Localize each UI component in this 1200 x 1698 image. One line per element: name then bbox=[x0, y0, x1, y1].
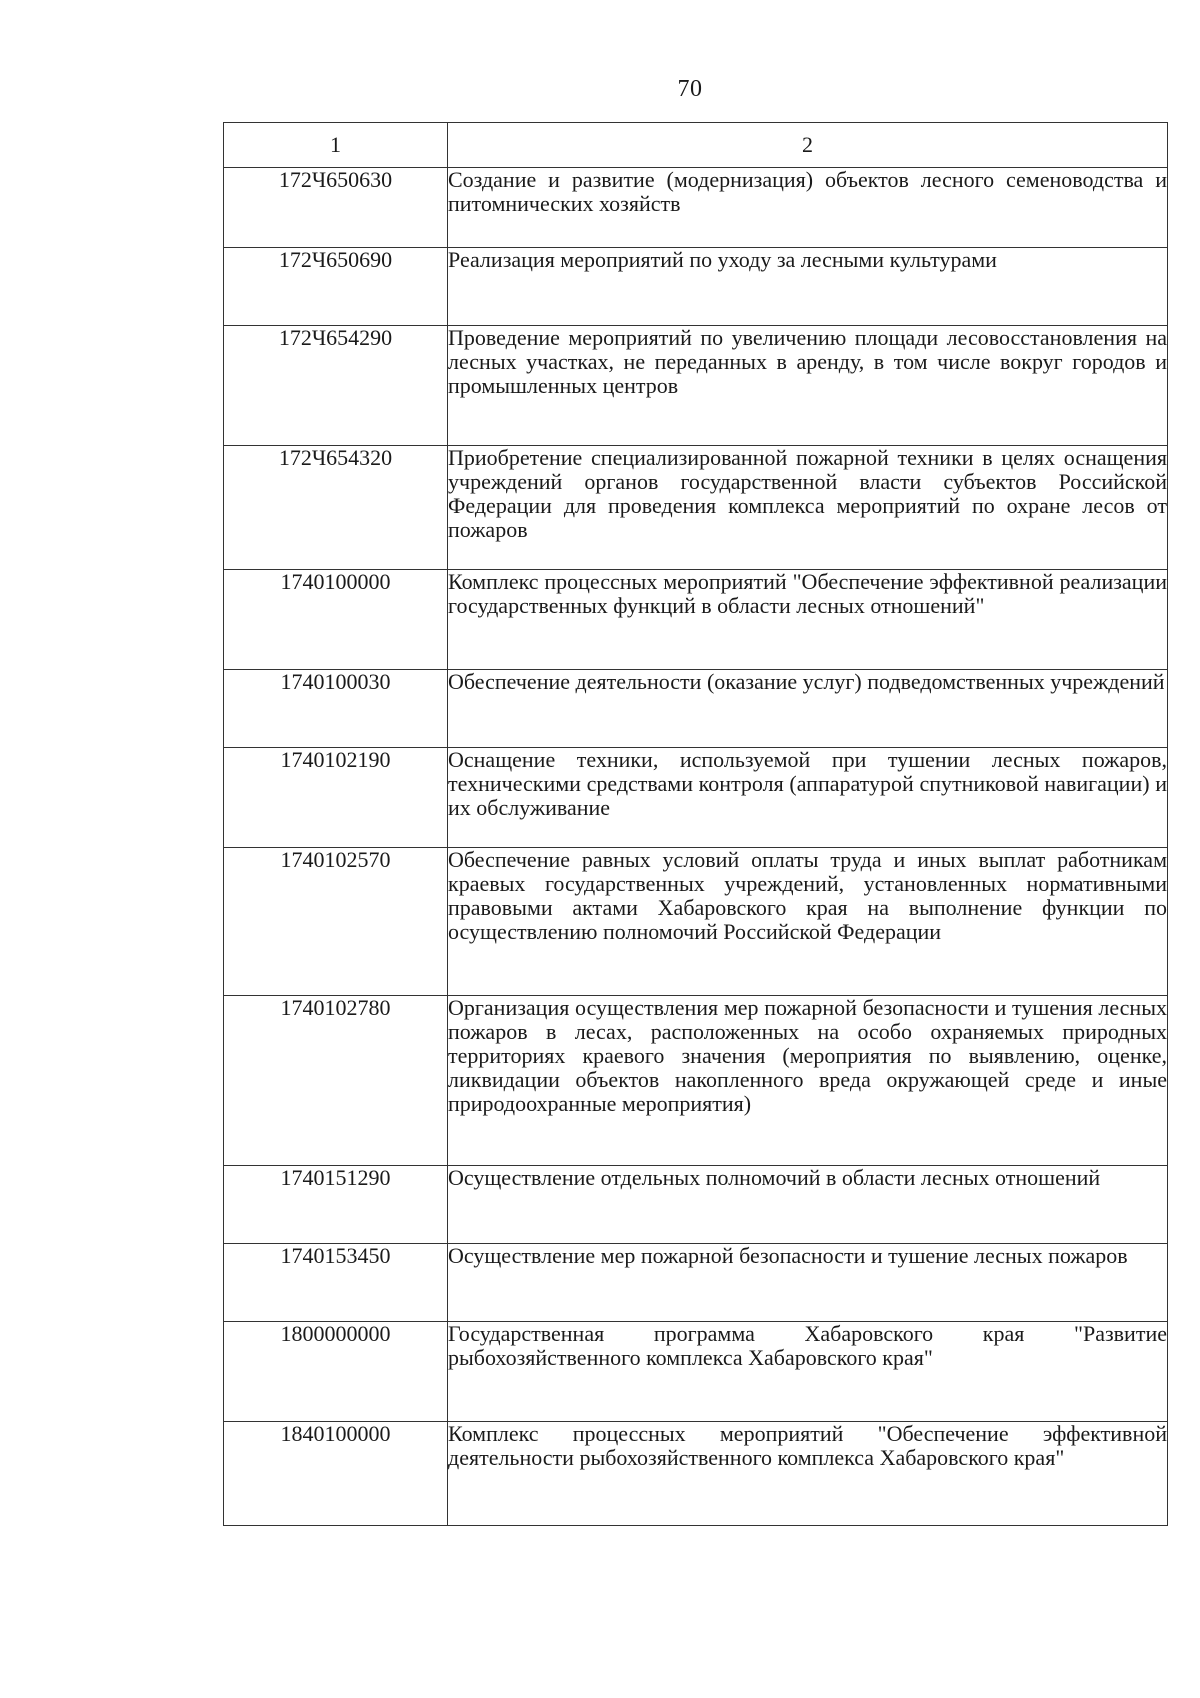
row-code: 1800000000 bbox=[224, 1322, 448, 1422]
row-code: 1740100030 bbox=[224, 670, 448, 748]
row-description: Приобретение специализированной пожарной техники в целях оснащения учреждений органов государственной власти субъектов Российской Федерации для проведения комплекса мероприятий по охране лесов от пожаров bbox=[448, 446, 1168, 570]
row-code: 1740153450 bbox=[224, 1244, 448, 1322]
table-row bbox=[224, 1322, 1168, 1422]
table-row bbox=[224, 670, 1168, 748]
column-header-code: 1 bbox=[224, 123, 448, 168]
table-row bbox=[224, 848, 1168, 996]
table-row bbox=[224, 1422, 1168, 1526]
table-row bbox=[224, 168, 1168, 248]
row-code: 172Ч654290 bbox=[224, 326, 448, 446]
table-row bbox=[224, 748, 1168, 848]
row-code: 1740102570 bbox=[224, 848, 448, 996]
row-description: Комплекс процессных мероприятий "Обеспечение эффективной деятельности рыбохозяйственного комплекса Хабаровского края" bbox=[448, 1422, 1168, 1526]
row-code: 172Ч650630 bbox=[224, 168, 448, 248]
row-description: Обеспечение деятельности (оказание услуг) подведомственных учреждений bbox=[448, 670, 1168, 748]
row-description: Оснащение техники, используемой при тушении лесных пожаров, техническими средствами контроля (аппаратурой спутниковой навигации) и их обслуживание bbox=[448, 748, 1168, 848]
row-code: 1740151290 bbox=[224, 1166, 448, 1244]
row-description: Государственная программа Хабаровского края "Развитие рыбохозяйственного комплекса Хабаровского края" bbox=[448, 1322, 1168, 1422]
row-description: Проведение мероприятий по увеличению площади лесовосстановления на лесных участках, не переданных в аренду, в том числе вокруг городов и промышленных центров bbox=[448, 326, 1168, 446]
row-code: 1740100000 bbox=[224, 570, 448, 670]
row-code: 1740102190 bbox=[224, 748, 448, 848]
row-description: Реализация мероприятий по уходу за лесными культурами bbox=[448, 248, 1168, 326]
row-description: Осуществление мер пожарной безопасности и тушение лесных пожаров bbox=[448, 1244, 1168, 1322]
row-description: Осуществление отдельных полномочий в области лесных отношений bbox=[448, 1166, 1168, 1244]
table-row bbox=[224, 570, 1168, 670]
table-row bbox=[224, 446, 1168, 570]
row-description: Организация осуществления мер пожарной безопасности и тушения лесных пожаров в лесах, расположенных на особо охраняемых природных территориях краевого значения (мероприятия по выявлению, оценке, ликвидации объектов накопленного вреда окружающей среде и иные природоохранные мероприятия) bbox=[448, 996, 1168, 1166]
column-header-description: 2 bbox=[448, 123, 1168, 168]
table-row bbox=[224, 1166, 1168, 1244]
table-row bbox=[224, 248, 1168, 326]
row-code: 172Ч650690 bbox=[224, 248, 448, 326]
row-code: 172Ч654320 bbox=[224, 446, 448, 570]
table-row bbox=[224, 326, 1168, 446]
table-header-row bbox=[224, 123, 1168, 168]
page-number: 70 bbox=[677, 76, 703, 102]
row-code: 1840100000 bbox=[224, 1422, 448, 1526]
table-row bbox=[224, 1244, 1168, 1322]
row-description: Создание и развитие (модернизация) объектов лесного семеноводства и питомнических хозяйств bbox=[448, 168, 1168, 248]
row-description: Обеспечение равных условий оплаты труда и иных выплат работникам краевых государственных учреждений, установленных нормативными правовыми актами Хабаровского края на выполнение функции по осуществлению полномочий Российской Федерации bbox=[448, 848, 1168, 996]
row-code: 1740102780 bbox=[224, 996, 448, 1166]
row-description: Комплекс процессных мероприятий "Обеспечение эффективной реализации государственных функций в области лесных отношений" bbox=[448, 570, 1168, 670]
table-row bbox=[224, 996, 1168, 1166]
budget-code-table bbox=[223, 122, 1168, 1526]
